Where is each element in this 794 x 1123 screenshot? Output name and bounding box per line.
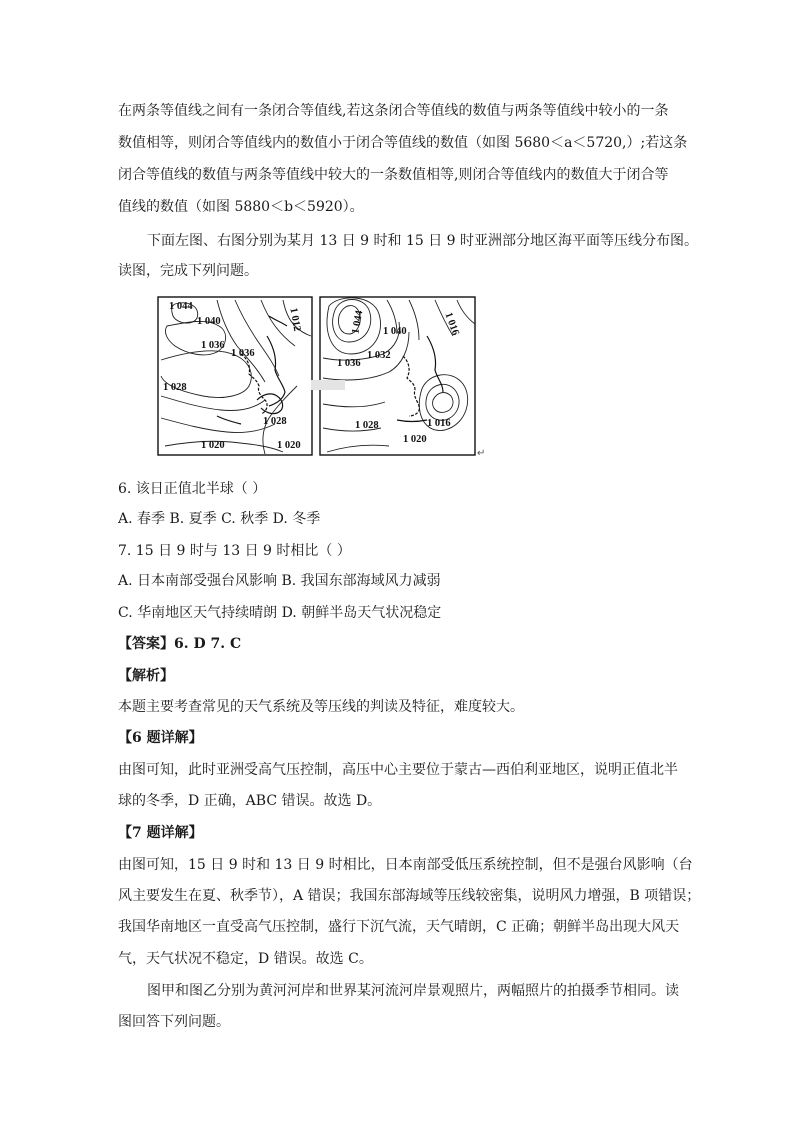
q7-options-1: A. 日本南部受强台风影响 B. 我国东部海域风力减弱 — [118, 573, 441, 589]
right-label-1040: 1 040 — [383, 326, 407, 337]
left-label-1040: 1 040 — [197, 316, 221, 327]
left-label-1020-b: 1 020 — [277, 440, 301, 451]
answer-line: 【答案】6. D 7. C — [118, 636, 242, 652]
q7-stem: 7. 15 日 9 时与 13 日 9 时相比（ ） — [118, 543, 351, 559]
intro-line-2: 数值相等，则闭合等值线内的数值小于闭合等值线的数值（如图 5680＜a＜5720,）;若这条 — [118, 135, 688, 151]
prompt-line-1: 下面左图、右图分别为某月 13 日 9 时和 15 日 9 时亚洲部分地区海平面等压线分布图。 — [147, 233, 699, 249]
intro-line-1: 在两条等值线之间有一条闭合等值线,若这条闭合等值线的数值与两条等值线中较小的一条 — [118, 103, 669, 119]
detail7-heading: 【7 题详解】 — [118, 825, 203, 841]
next-line-2: 图回答下列问题。 — [118, 1014, 230, 1030]
isobar-maps-svg — [157, 296, 487, 458]
left-isobar-map — [158, 297, 312, 455]
left-label-1044: 1 044 — [169, 301, 193, 312]
right-label-1016-a: 1 016 — [427, 418, 451, 429]
right-label-1016-b: 1 016 — [442, 310, 461, 337]
q6-options: A. 春季 B. 夏季 C. 秋季 D. 冬季 — [118, 511, 321, 527]
left-label-1020-a: 1 020 — [201, 440, 225, 451]
left-label-1028-b: 1 028 — [263, 416, 287, 427]
q6-stem: 6. 该日正值北半球（ ） — [118, 481, 267, 497]
q7-options-2: C. 华南地区天气持续晴朗 D. 朝鲜半岛天气状况稳定 — [118, 605, 442, 621]
right-label-1036: 1 036 — [337, 358, 361, 369]
return-mark-icon: ↵ — [477, 448, 486, 458]
right-label-1044: 1 044 — [350, 309, 366, 335]
right-label-1028: 1 028 — [355, 420, 379, 431]
left-label-1036-b: 1 036 — [231, 348, 255, 359]
detail7-line-2: 风主要发生在夏、秋季节），A 错误；我国东部海域等压线较密集，说明风力增强，B 项错误； — [118, 888, 701, 904]
analysis-summary: 本题主要考查常见的天气系统及等压线的判读及特征，难度较大。 — [118, 699, 524, 715]
left-label-1028-a: 1 028 — [163, 382, 187, 393]
next-line-1: 图甲和图乙分别为黄河河岸和世界某河流河岸景观照片，两幅照片的拍摄季节相同。读 — [147, 983, 679, 999]
intro-line-3: 闭合等值线的数值与两条等值线中较大的一条数值相等,则闭合等值线内的数值大于闭合等 — [118, 167, 669, 183]
analysis-heading: 【解析】 — [118, 668, 174, 684]
right-label-1032: 1 032 — [367, 350, 391, 361]
detail7-line-1: 由图可知，15 日 9 时和 13 日 9 时相比，日本南部受低压系统控制，但不是强台风影响（台 — [118, 857, 693, 873]
detail6-heading: 【6 题详解】 — [118, 730, 203, 746]
right-label-1020: 1 020 — [403, 434, 427, 445]
detail7-line-3: 我国华南地区一直受高气压控制，盛行下沉气流，天气晴朗，C 正确；朝鲜半岛出现大风天 — [118, 919, 680, 935]
intro-line-4: 值线的数值（如图 5880＜b＜5920）。 — [118, 199, 364, 215]
left-label-1012: 1 012 — [287, 307, 303, 333]
prompt-line-2: 读图，完成下列问题。 — [118, 263, 258, 279]
detail6-line-2: 球的冬季，D 正确，ABC 错误。故选 D。 — [118, 793, 382, 809]
isobar-maps-figure — [157, 296, 487, 458]
detail6-line-1: 由图可知，此时亚洲受高气压控制，高压中心主要位于蒙古—西伯利亚地区，说明正值北半 — [118, 762, 678, 778]
detail7-line-4: 气，天气状况不稳定，D 错误。故选 C。 — [118, 951, 373, 967]
left-label-1036-a: 1 036 — [201, 340, 225, 351]
right-isobar-map — [311, 297, 475, 455]
